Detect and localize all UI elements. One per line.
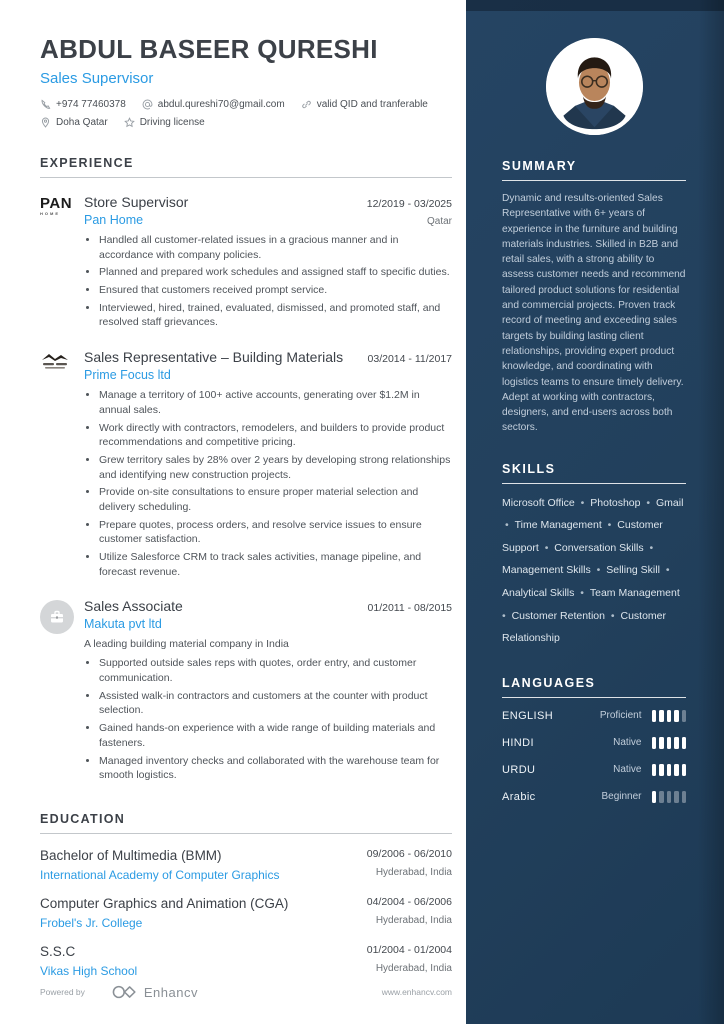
company-description: A leading building material company in India (84, 638, 289, 651)
bar-empty (682, 710, 687, 722)
degree-title: Computer Graphics and Animation (CGA) (40, 895, 289, 911)
powered-by-label: Powered by (40, 987, 85, 997)
skill-item: Conversation Skills (554, 541, 644, 554)
bar-filled (682, 737, 687, 749)
footer-url[interactable]: www.enhancv.com (381, 987, 452, 997)
experience-item (40, 194, 452, 333)
skill-item: Customer Support (502, 519, 663, 554)
skill-separator: • (593, 564, 604, 577)
experience-section (40, 156, 452, 786)
enhancv-wordmark: Enhancv (143, 984, 198, 1000)
skills-list (502, 492, 686, 650)
company-link[interactable]: Prime Focus ltd (84, 368, 171, 383)
education-location: Hyderabad, India (375, 914, 452, 926)
experience-heading: EXPERIENCE (40, 156, 452, 178)
license-contact (124, 117, 205, 128)
job-location: Qatar (426, 216, 452, 227)
briefcase-logo (40, 600, 74, 634)
bullet-point: • Managed inventory checks and collaborated with the warehouse team for smooth logistics. (99, 754, 452, 783)
skill-item: Microsoft Office (502, 496, 575, 509)
bullet-point: • Planned and prepared work schedules and assigned staff to specific duties. (99, 265, 452, 280)
skill-item: Management Skills (502, 564, 591, 577)
license-text: Driving license (139, 117, 205, 128)
bullet-point: • Gained hands-on experience with a wide range of building materials and fasteners. (99, 721, 452, 750)
skill-separator: • (662, 564, 670, 577)
education-heading: EDUCATION (40, 812, 452, 834)
languages-heading: LANGUAGES (502, 676, 686, 698)
school-link[interactable]: International Academy of Computer Graphics (40, 867, 280, 882)
skill-item: Selling Skill (606, 564, 660, 577)
link-icon (301, 99, 312, 110)
education-item (40, 848, 452, 882)
bar-empty (659, 791, 664, 803)
education-item (40, 896, 452, 930)
job-bullets (99, 656, 452, 783)
skill-separator: • (505, 519, 512, 532)
bar-empty (674, 791, 679, 803)
company-link[interactable]: Makuta pvt ltd (84, 617, 162, 632)
skill-separator: • (646, 541, 654, 554)
skill-item: Time Management (514, 519, 602, 532)
degree-title: S.S.C (40, 943, 76, 959)
job-title: Store Supervisor (84, 194, 189, 210)
bullet-point: • Handled all customer-related issues in a gracious manner and in accordance with company policies. (99, 233, 452, 262)
company-link[interactable]: Pan Home (84, 213, 144, 227)
email-address: abdul.qureshi70@gmail.com (157, 99, 285, 110)
language-name: Arabic (502, 790, 536, 803)
bar-filled (659, 737, 664, 749)
avatar (546, 38, 643, 135)
language-bars (652, 764, 687, 776)
education-item (40, 944, 452, 978)
language-row (502, 710, 686, 722)
skill-item: Customer Relationship (502, 609, 667, 645)
education-dates: 04/2004 - 06/2006 (366, 895, 452, 908)
job-dates: 03/2014 - 11/2017 (367, 353, 452, 366)
bullet-point: • Manage a territory of 100+ active accounts, generating over $1.2M in annual sales. (99, 388, 452, 417)
job-title: Sales Representative – Building Materials (84, 349, 344, 366)
location-text: Doha Qatar (56, 117, 108, 128)
bar-filled (652, 710, 657, 722)
language-row (502, 791, 686, 803)
prime-focus-logo (40, 349, 84, 582)
bar-filled (674, 710, 679, 722)
bar-filled (659, 764, 664, 776)
bullet-point: • Provide on-site consultations to ensure proper material selection and delivery scheduling. (99, 485, 452, 514)
languages-section (502, 676, 686, 803)
skill-separator: • (604, 519, 615, 532)
footer (40, 984, 452, 1000)
language-bars (652, 737, 687, 749)
language-bars (652, 791, 687, 803)
bullet-point: • Interviewed, hired, trained, evaluated, dismissed, and promoted staff, and resolved staff grievances. (99, 301, 452, 330)
skill-item: Customer Retention (511, 609, 605, 622)
bar-filled (667, 764, 672, 776)
skill-separator: • (577, 496, 588, 509)
bullet-point: • Assisted walk-in contractors and customers at the counter with product selection. (99, 689, 452, 718)
education-section (40, 812, 452, 978)
bar-filled (652, 764, 657, 776)
pan-home-logo: PAN HOME (40, 195, 73, 216)
skills-heading: SKILLS (502, 462, 686, 484)
skill-item: Analytical Skills (502, 587, 575, 599)
bar-filled (667, 710, 672, 722)
location-pin-icon (40, 117, 51, 128)
visa-status: valid QID and tranferable (316, 99, 428, 110)
summary-section (502, 159, 686, 436)
bar-filled (652, 791, 657, 803)
skill-separator: • (643, 496, 653, 509)
contact-info (40, 99, 452, 128)
job-dates: 01/2011 - 08/2015 (367, 602, 452, 615)
job-title: Sales Associate (84, 598, 183, 615)
bar-filled (674, 764, 679, 776)
job-dates: 12/2019 - 03/2025 (366, 198, 452, 210)
education-dates: 09/2006 - 06/2010 (366, 847, 452, 860)
bar-filled (659, 710, 664, 722)
language-level: Proficient (599, 710, 642, 722)
bullet-point: • Grew territory sales by 28% over 2 years by developing strong relationships and identifying new construction projects. (99, 453, 452, 482)
summary-text: Dynamic and results-oriented Sales Representative with 6+ years of experience in the furniture and building materials industries. Skilled in B2B and retail sales, with a strong ability to assess customer needs and recommend tailored product solutions for residential and commercial projects. Proven track record of meeting and exceeding sales targets by building lasting client relationships, providing expert product knowledge, and coordinating with logistics teams to ensure timely delivery. Adept at working with contractors, designers, and end-users across both sectors. (502, 193, 686, 434)
skill-separator: • (541, 541, 552, 554)
visa-contact (301, 99, 428, 110)
bar-filled (674, 737, 679, 749)
education-location: Hyderabad, India (375, 866, 452, 878)
email-contact (142, 99, 285, 110)
bar-empty (682, 791, 687, 803)
phone-icon (40, 99, 51, 110)
skill-item: Photoshop (590, 496, 641, 509)
skills-section (502, 462, 686, 650)
education-location: Hyderabad, India (375, 962, 452, 974)
experience-item (40, 598, 452, 786)
experience-item (40, 349, 452, 582)
sidebar (466, 0, 724, 1024)
bullet-point: • Utilize Salesforce CRM to track sales activities, manage pipeline, and forecast revenue. (99, 550, 452, 579)
bar-filled (667, 737, 672, 749)
language-name: ENGLISH (502, 709, 554, 722)
summary-heading: SUMMARY (502, 159, 686, 181)
job-bullets (99, 388, 452, 579)
contact-row-1 (40, 99, 452, 110)
language-level: Native (613, 737, 642, 749)
degree-title: Bachelor of Multimedia (BMM) (40, 847, 222, 863)
bar-empty (667, 791, 672, 803)
resume-header (40, 34, 452, 128)
skill-separator: • (502, 609, 509, 622)
star-icon (124, 117, 135, 128)
education-dates: 01/2004 - 01/2004 (366, 943, 452, 956)
person-name: ABDUL BASEER QURESHI (40, 34, 378, 64)
bar-filled (652, 737, 657, 749)
phone-number: +974 77460378 (56, 99, 126, 110)
location-contact (40, 117, 108, 128)
contact-row-2 (40, 117, 452, 128)
person-job-title: Sales Supervisor (40, 70, 154, 87)
job-bullets (99, 233, 452, 330)
language-row (502, 737, 686, 749)
bullet-point: • Ensured that customers received prompt service. (99, 283, 452, 298)
language-name: HINDI (502, 736, 534, 749)
skill-separator: • (577, 587, 587, 599)
phone-contact (40, 99, 126, 110)
bullet-point: • Supported outside sales reps with quotes, order entry, and customer communication. (99, 656, 452, 685)
bar-filled (682, 764, 687, 776)
skill-item: Gmail (656, 496, 684, 509)
bullet-point: • Prepare quotes, process orders, and resolve service issues to ensure customer satisfaction. (99, 518, 452, 547)
language-level: Native (613, 764, 642, 776)
language-bars (652, 710, 687, 722)
school-link[interactable]: Vikas High School (40, 963, 138, 978)
language-name: URDU (502, 763, 536, 776)
skill-item: Team Management (589, 587, 680, 599)
enhancv-logo-icon (111, 984, 137, 1000)
profile-photo (546, 38, 643, 135)
language-row (502, 764, 686, 776)
at-icon (142, 99, 153, 110)
bullet-point: • Work directly with contractors, remodelers, and builders to provide product recommendations and competitive pricing. (99, 421, 452, 450)
language-level: Beginner (601, 791, 642, 803)
school-link[interactable]: Frobel's Jr. College (40, 915, 143, 930)
briefcase-icon (49, 609, 65, 625)
skill-separator: • (607, 609, 618, 622)
